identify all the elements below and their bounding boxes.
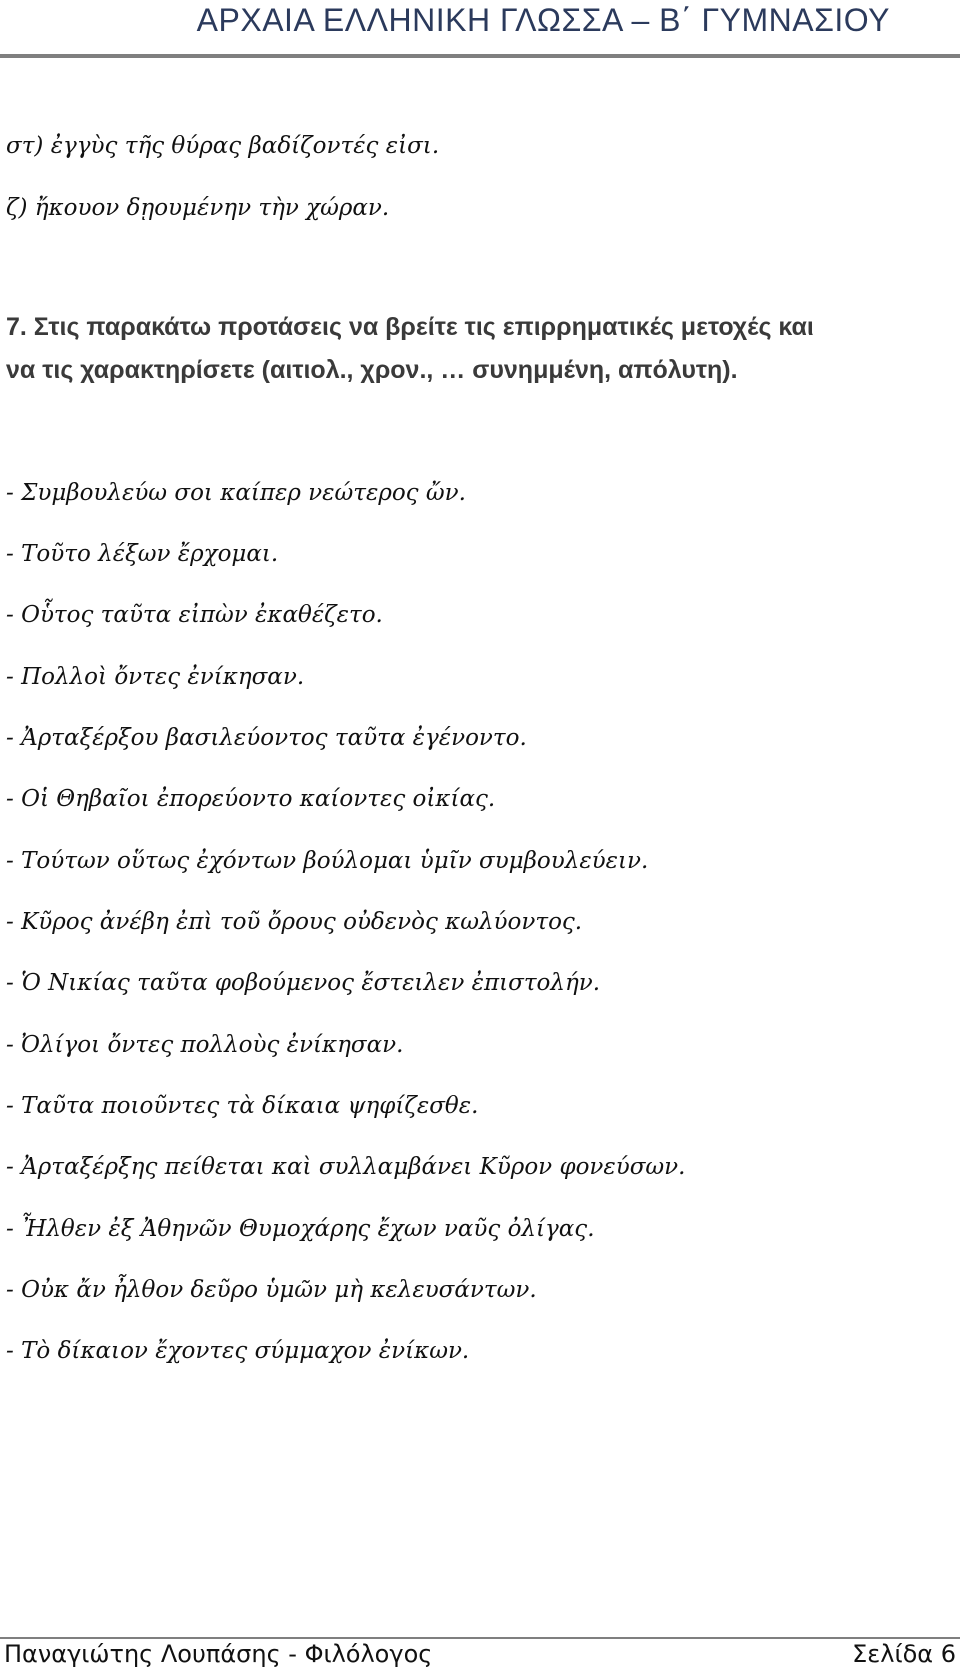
sentence-item: - Ἦλθεν ἐξ Ἀθηνῶν Θυμοχάρης ἔχων ναῦς ὀλίγας. — [6, 1216, 595, 1242]
footer-author: Παναγιώτης Λουπάσης - Φιλόλογος — [4, 1640, 433, 1668]
page-number: Σελίδα 6 — [852, 1640, 956, 1668]
footer-divider — [0, 1637, 960, 1639]
sentence-item: - Κῦρος ἀνέβη ἐπὶ τοῦ ὄρους οὐδενὸς κωλύοντος. — [6, 909, 583, 935]
exercise-7-instruction-line-2: να τις χαρακτηρίσετε (αιτιολ., χρον., … συνημμένη, απόλυτη). — [6, 356, 738, 384]
sentence-item: - Ταῦτα ποιοῦντες τὰ δίκαια ψηφίζεσθε. — [6, 1093, 479, 1119]
sentence-item: - Οὗτος ταῦτα εἰπὼν ἐκαθέζετο. — [6, 602, 383, 628]
sentence-item: - Οὐκ ἄν ἦλθον δεῦρο ὑμῶν μὴ κελευσάντων. — [6, 1277, 537, 1303]
sentence-item: - Τοῦτο λέξων ἔρχομαι. — [6, 541, 279, 567]
sentence-item: - Τὸ δίκαιον ἔχοντες σύμμαχον ἐνίκων. — [6, 1338, 470, 1364]
header-divider — [0, 54, 960, 58]
sentence-item: - Ἀρταξέρξου βασιλεύοντος ταῦτα ἐγένοντο. — [6, 725, 527, 751]
sentence-item: - Συμβουλεύω σοι καίπερ νεώτερος ὤν. — [6, 480, 466, 506]
sentence-item: - Ἀρταξέρξης πείθεται καὶ συλλαμβάνει Κῦρον φονεύσων. — [6, 1154, 686, 1180]
exercise-item: στ) ἐγγὺς τῆς θύρας βαδίζοντές εἰσι. — [6, 133, 440, 159]
sentence-item: - Ὁ Νικίας ταῦτα φοβούμενος ἔστειλεν ἐπιστολήν. — [6, 970, 601, 996]
sentence-item: - Πολλοὶ ὄντες ἐνίκησαν. — [6, 664, 305, 690]
sentence-item: - Οἱ Θηβαῖοι ἐπορεύοντο καίοντες οἰκίας. — [6, 786, 496, 812]
page-header — [0, 0, 960, 60]
sentence-item: - Ὀλίγοι ὄντες πολλοὺς ἐνίκησαν. — [6, 1032, 404, 1058]
exercise-item: ζ) ἤκουον δῃουμένην τὴν χώραν. — [6, 195, 390, 221]
exercise-7-instruction-line-1: 7. Στις παρακάτω προτάσεις να βρείτε τις επιρρηματικές μετοχές και — [6, 313, 814, 341]
header-title: ΑΡΧΑΙΑ ΕΛΛΗΝΙΚΗ ΓΛΩΣΣΑ – Β΄ ΓΥΜΝΑΣΙΟΥ — [196, 2, 890, 38]
sentence-item: - Τούτων οὕτως ἐχόντων βούλομαι ὑμῖν συμβουλεύειν. — [6, 848, 649, 874]
